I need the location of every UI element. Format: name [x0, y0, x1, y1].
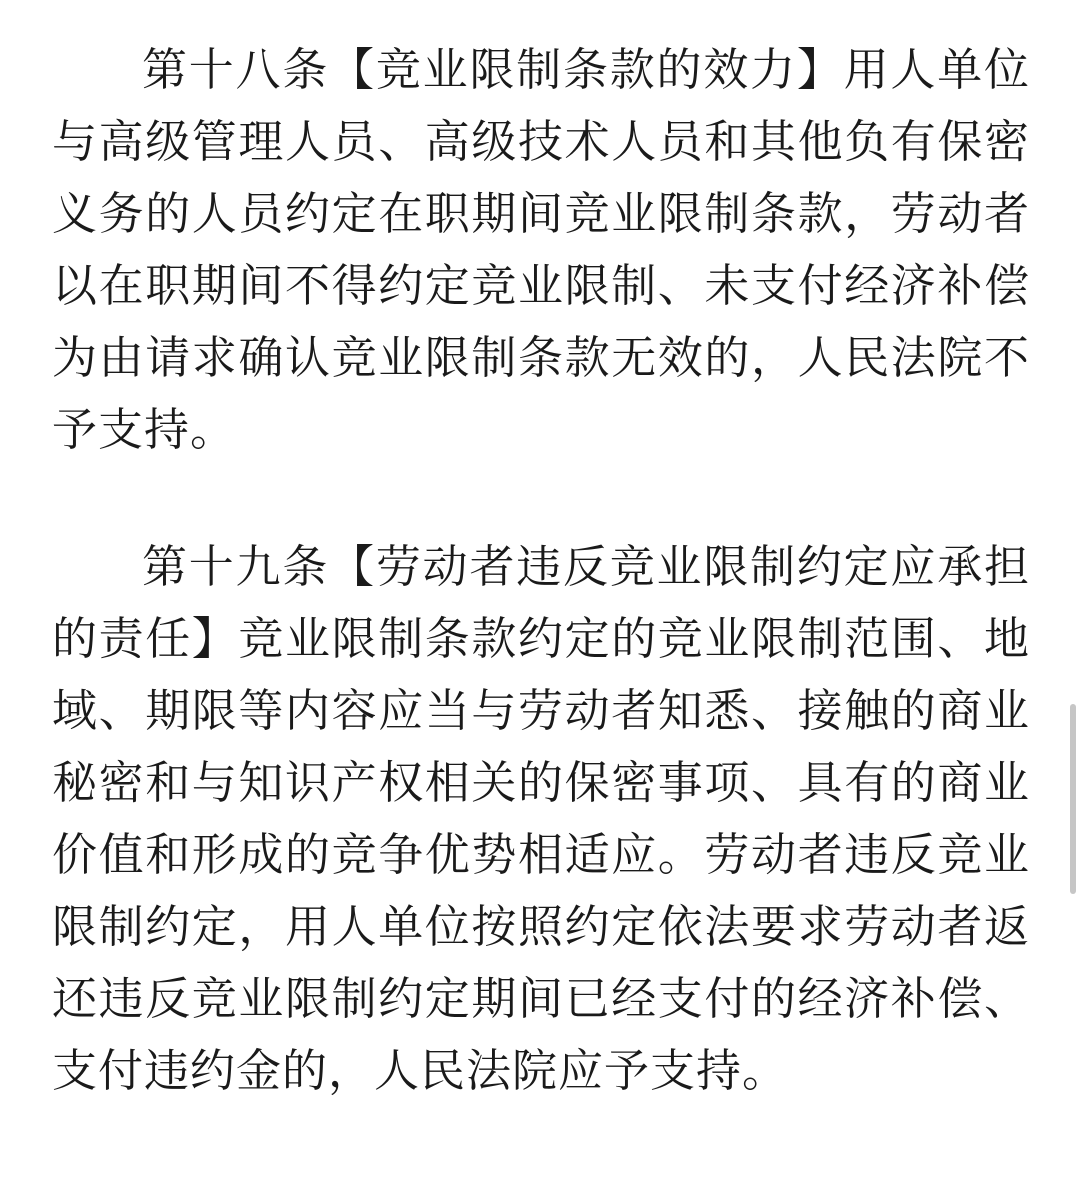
article-body [52, 34, 1030, 1107]
article-paragraph-18: 第十八条【竞业限制条款的效力】用人单位与高级管理人员、高级技术人员和其他负有保密义务的人员约定在职期间竞业限制条款，劳动者以在职期间不得约定竞业限制、未支付经济补偿为由请求确认竞业限制条款无效的，人民法院不予支持。 [52, 43, 1030, 456]
article-paragraph-19: 第十九条【劳动者违反竞业限制约定应承担的责任】竞业限制条款约定的竞业限制范围、地域、期限等内容应当与劳动者知悉、接触的商业秘密和与知识产权相关的保密事项、具有的商业价值和形成的竞争优势相适应。劳动者违反竞业限制约定，用人单位按照约定依法要求劳动者返还违反竞业限制约定期间已经支付的经济补偿、支付违约金的，人民法院应予支持。 [52, 540, 1030, 1097]
vertical-scrollbar[interactable] [1070, 704, 1076, 894]
